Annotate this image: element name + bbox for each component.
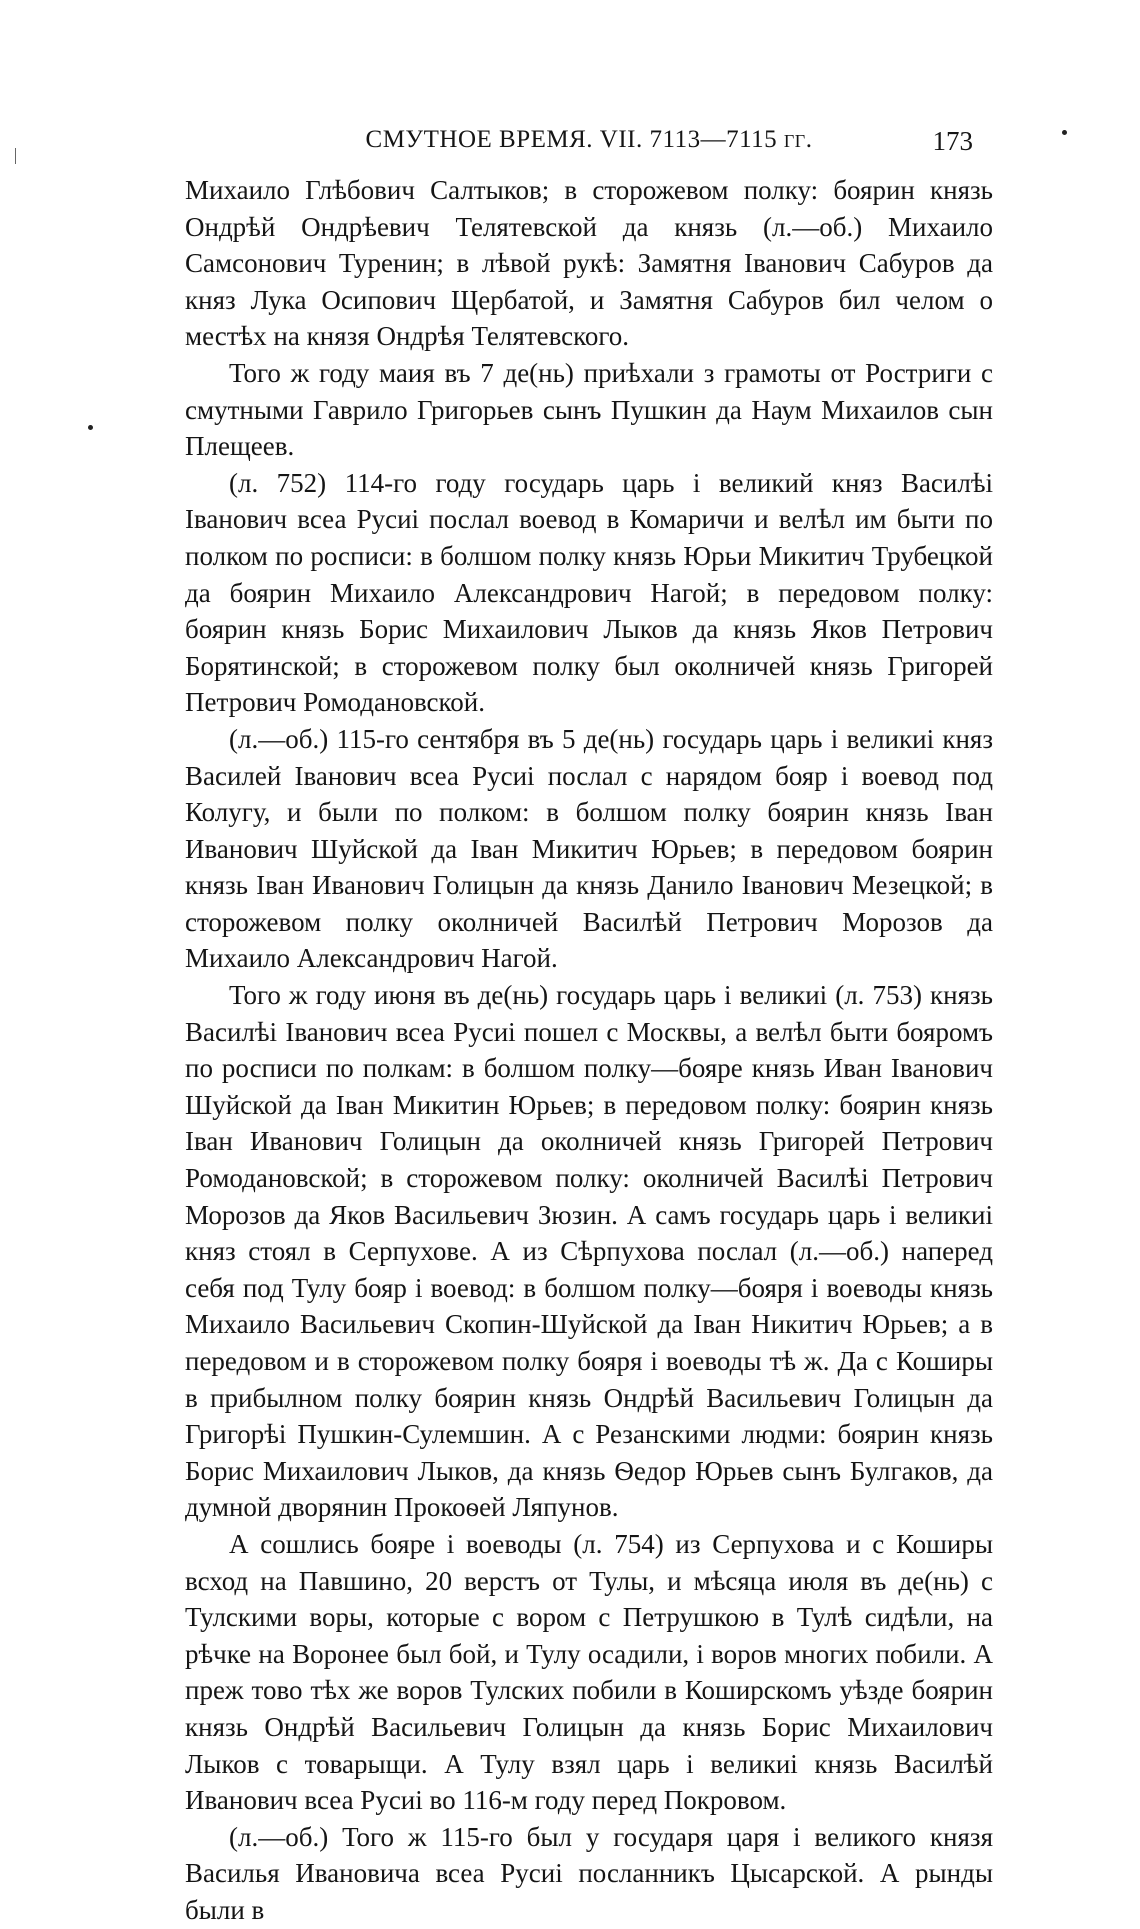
paragraph-5: Того ж году июня въ де(нь) государь царь і великиі (л. 753) князь Василѣі Іванович всеа Русиі пошел с Москвы, а велѣл быти бояромъ по росписи по полкам: в болшом полку—бояре князь Иван Іванович Шуйской да Іван Микитин Юрьев; в передовом полку: боярин князь Іван Иванович Голицын да околничей князь Григорей Петрович Ромодановской; в сторожевом полку: околничей Василѣі Петрович Морозов да Яков Васильевич Зюзин. А самъ государь царь і великиі княз стоял в Серпухове. А из Сѣрпухова послал (л.—об.) наперед себя под Тулу бояр і воевод: в болшом полку—бояря і воеводы князь Михаило Васильевич Скопин-Шуйской да Іван Никитич Юрьев; а в передовом и в сторожевом полку бояря і воеводы тѣ ж. Да с Коширы в прибылном полку боярин князь Ондрѣй Васильевич Голицын да Григорѣі Пушкин-Сулемшин. А с Резанскими людми: боярин князь Борис Михаилович Лыков, да князь Ѳедор Юрьев сынъ Булгаков, да думной дворянин Прокоѳей Ляпунов.	[185, 980, 993, 1523]
paragraph-7: (л.—об.) Того ж 115-го был у государя царя і великого князя Василья Ивановича всеа Русиі посланникъ Цысарской. А рынды были в	[185, 1821, 993, 1925]
margin-tick-mark	[15, 148, 16, 164]
margin-dot-mark	[88, 425, 93, 430]
paragraph-2: Того ж году маия въ 7 де(нь) приѣхали з грамоты от Ростриги с смутными Гаврило Григорьев сынъ Пушкин да Наум Михаилов сын Плещеев.	[185, 357, 993, 462]
running-title: СМУТНОЕ ВРЕМЯ. VII. 7113—7115 гг.	[365, 126, 813, 153]
margin-dot-mark	[1062, 130, 1067, 135]
page-number: 173	[932, 126, 973, 156]
paragraph-6: А сошлись бояре і воеводы (л. 754) из Серпухова и с Коширы всход на Павшино, 20 верстъ от Тулы, и мѣсяца июля въ де(нь) с Тулскими воры, которые с вором с Петрушкою в Тулѣ сидѣли, на рѣчке на Воронее был бой, и Тулу осадили, і воров многих побили. А преж тово тѣх же воров Тулских побили в Коширскомъ уѣзде боярин князь Ондрѣй Васильевич Голицын да князь Борис Михаилович Лыков с товарыщи. А Тулу взял царь і великиі князь Василѣй Иванович всеа Русиі во 116-м году перед Покровом.	[185, 1528, 993, 1816]
paragraph-1: Михаило Глѣбович Салтыков; в сторожевом полку: боярин князь Ондрѣй Ондрѣевич Телятевской да князь (л.—об.) Михаило Самсонович Туренин; в лѣвой рукѣ: Замятня Іванович Сабуров да княз Лука Осипович Щербатой, и Замятня Сабуров бил челом о местѣх на князя Ондрѣя Телятевского.	[185, 175, 993, 352]
running-header	[185, 126, 993, 160]
body-text	[185, 172, 993, 1929]
paragraph-3: (л. 752) 114-го году государь царь і великий княз Василѣі Іванович всеа Русиі послал воевод в Комаричи и велѣл им быти по полком по росписи: в болшом полку князь Юрьи Микитич Трубецкой да боярин Михаило Александрович Нагой; в передовом полку: боярин князь Борис Михаилович Лыков да князь Яков Петрович Борятинской; в сторожевом полку был околничей князь Григорей Петрович Ромодановской.	[185, 467, 993, 718]
paragraph-4: (л.—об.) 115-го сентября въ 5 де(нь) государь царь і великиі княз Василей Іванович всеа Русиі послал с нарядом бояр і воевод под Колугу, и были по полком: в болшом полку боярин князь Іван Иванович Шуйской да Іван Микитич Юрьев; в передовом боярин князь Іван Иванович Голицын да князь Данило Іванович Мезецкой; в сторожевом полку околничей Василѣй Петрович Морозов да Михаило Александрович Нагой.	[185, 723, 993, 974]
